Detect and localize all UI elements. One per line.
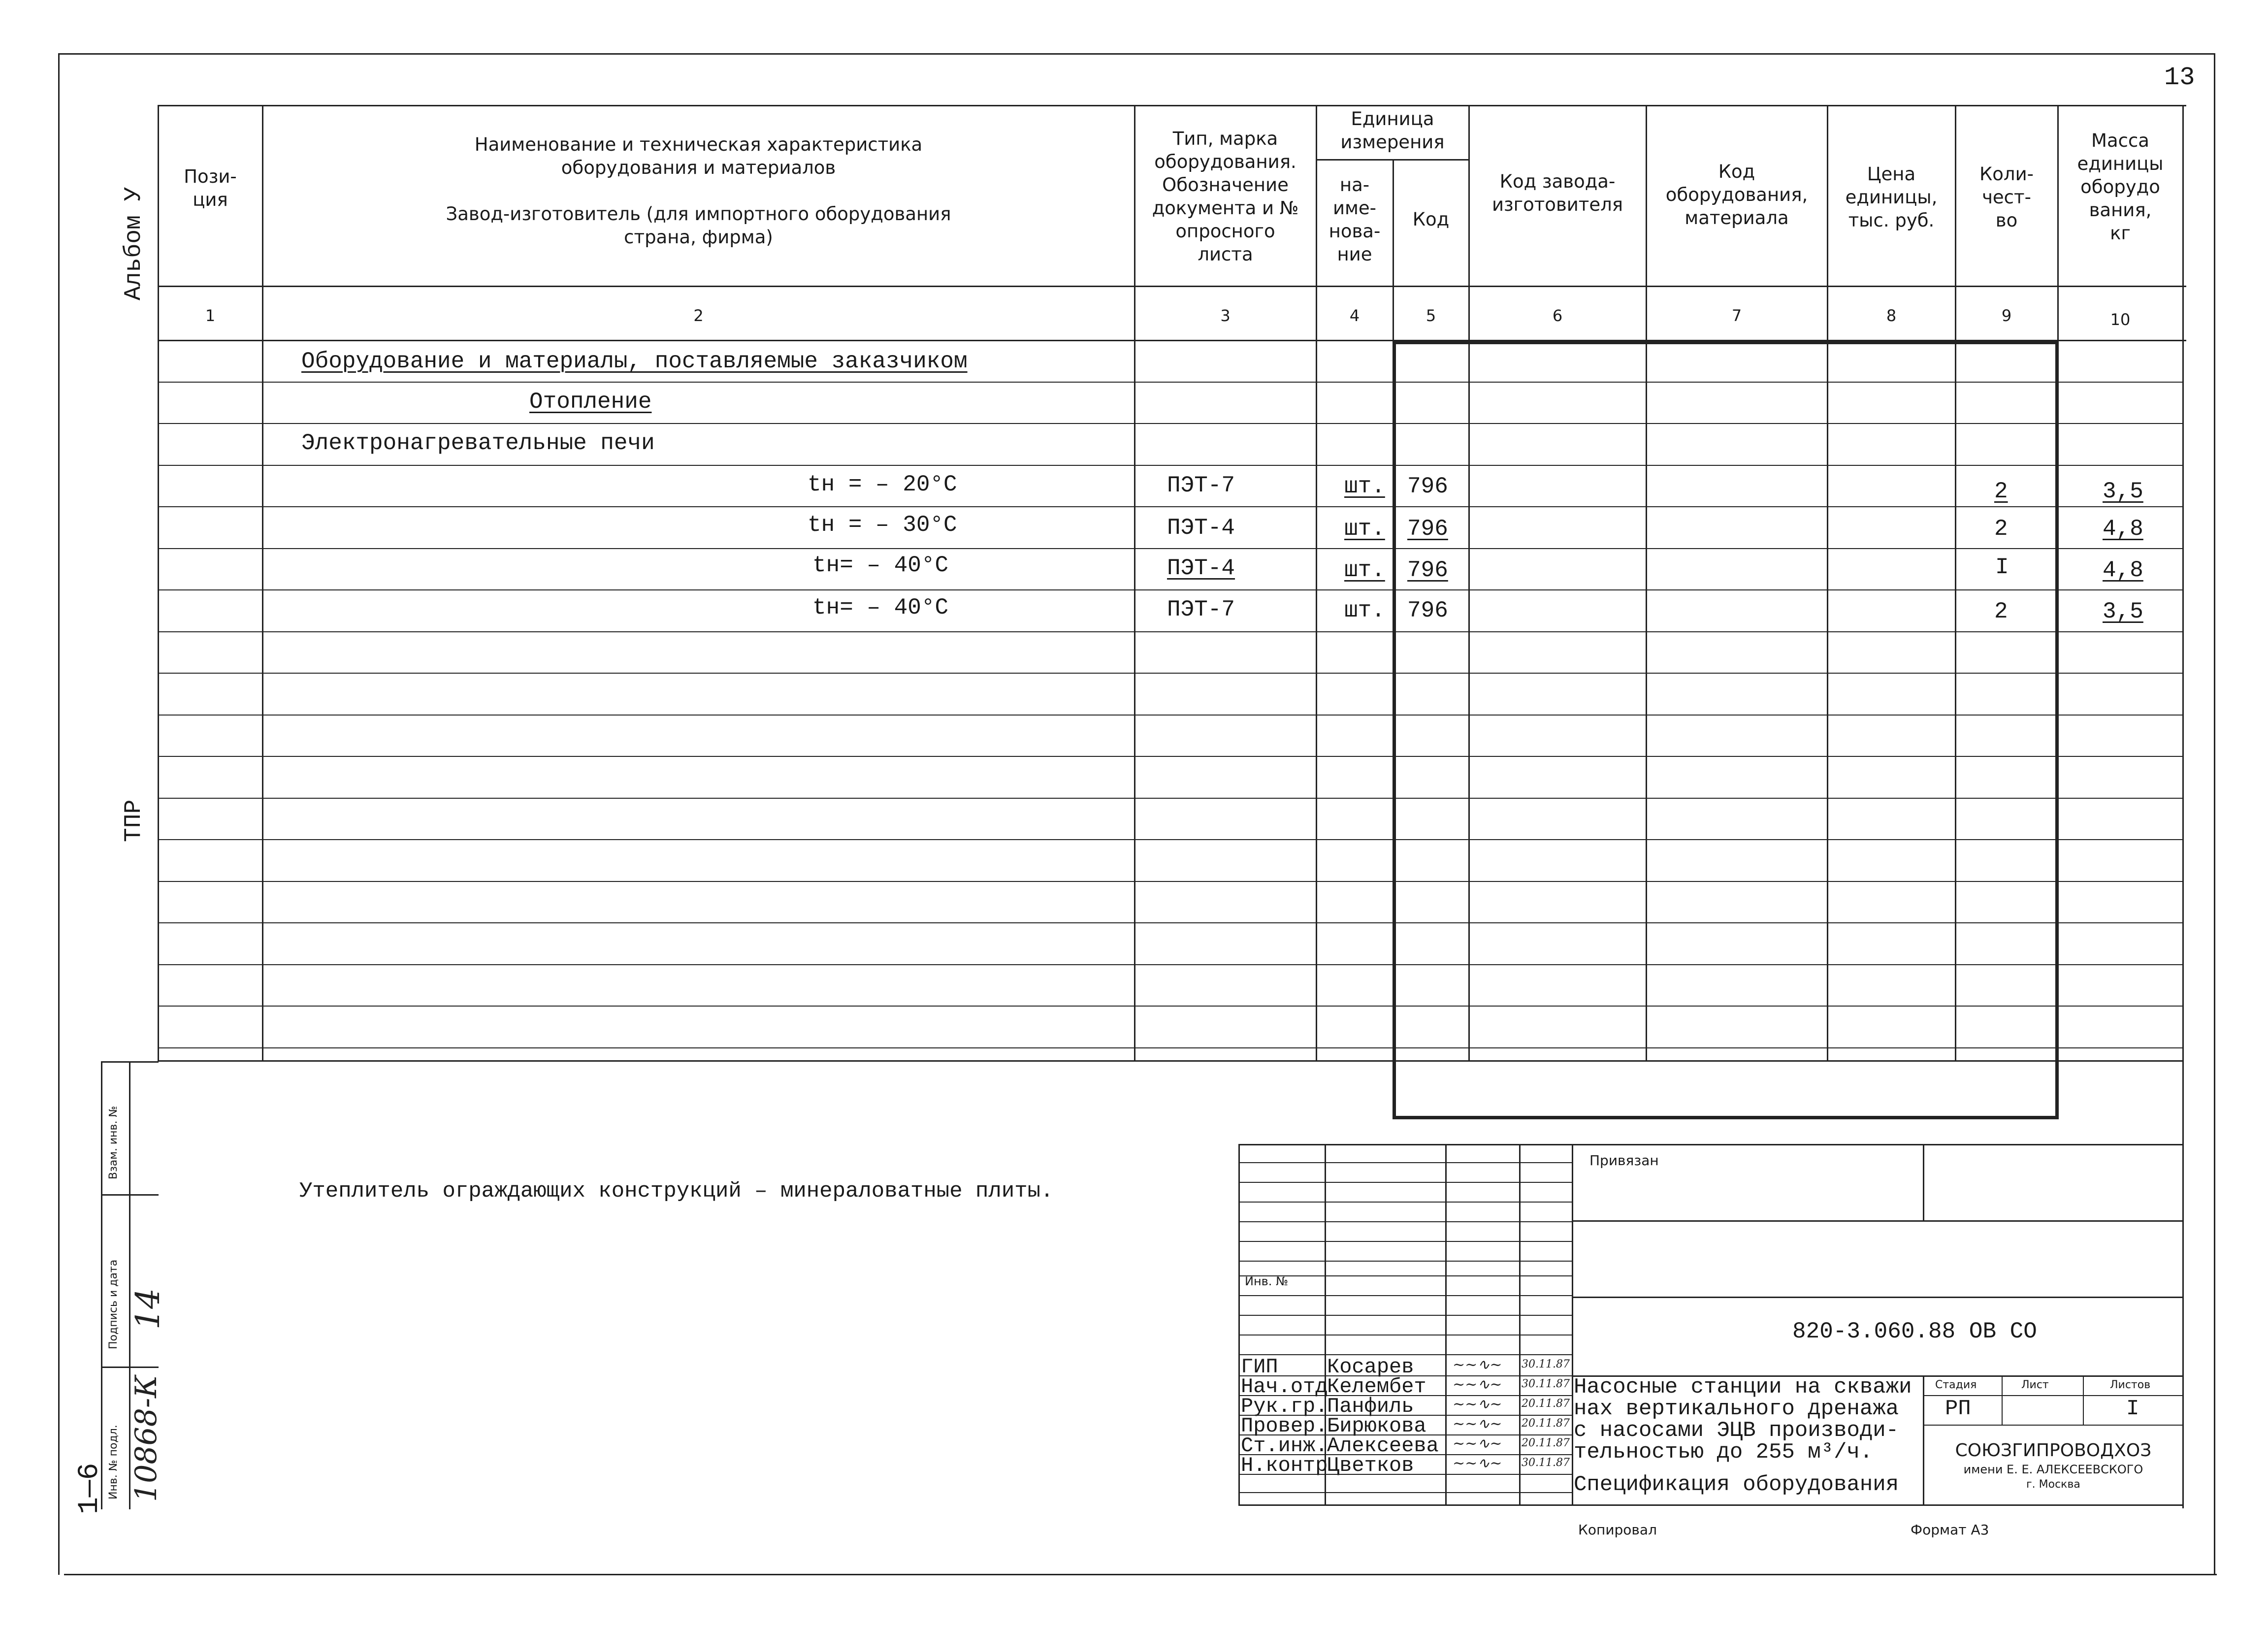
item-mass: 4,8 — [2103, 557, 2143, 583]
tb-bottom — [1238, 1504, 2184, 1506]
tb-copied-label: Копировал — [1578, 1522, 1657, 1538]
tb-org-name: СОЮЗГИПРОВОДХОЗ — [1955, 1440, 2152, 1461]
item-type: ПЭТ-7 — [1167, 597, 1235, 622]
stamp-inv-value: 10868-К — [129, 1375, 163, 1502]
header-factory-code: Код завода- изготовителя — [1491, 171, 1623, 215]
stamp-podp-value: 14 — [129, 1288, 167, 1330]
table-row-line — [158, 881, 2184, 882]
table-row-line — [158, 1006, 2184, 1007]
table-row-line — [158, 964, 2184, 965]
tb-person-name: Панфиль — [1327, 1395, 1414, 1418]
tb-signature: ~~∿~ — [1453, 1415, 1502, 1433]
item-type: ПЭТ-4 — [1167, 555, 1235, 581]
tb-sheet-label: Лист — [2021, 1379, 2049, 1391]
outer-frame-right — [2214, 53, 2215, 1575]
outer-frame-bottom — [64, 1574, 2217, 1575]
tb-top — [1238, 1144, 2184, 1145]
outer-frame-top — [58, 53, 2215, 55]
thick-frame-top — [1393, 341, 2059, 344]
tb-stage-col-1 — [2002, 1375, 2003, 1425]
item-mass: 3,5 — [2103, 599, 2143, 624]
table-row-line — [158, 839, 2184, 840]
table-row-line — [158, 423, 2184, 424]
header-mass: Масса единицы оборудо вания, кг — [2077, 130, 2164, 244]
tb-stage-row-1 — [1923, 1395, 2184, 1396]
tb-row-line — [1238, 1315, 1572, 1316]
tb-org-city: г. Москва — [2026, 1478, 2080, 1491]
col-number-2: 2 — [693, 306, 704, 325]
table-row-line — [158, 382, 2184, 383]
tb-person-name: Цветков — [1327, 1454, 1414, 1477]
tb-privyazan-label: Привязан — [1589, 1152, 1659, 1169]
stamp-podp-label: Подпись и дата — [107, 1259, 120, 1349]
tb-role: Рук.гр. — [1241, 1395, 1328, 1418]
tb-signature: ~~∿~ — [1453, 1396, 1502, 1413]
tb-row-line — [1238, 1162, 1572, 1163]
item-code: 796 — [1407, 557, 1448, 583]
col-number-5: 5 — [1426, 306, 1436, 325]
tb-person-name: Бирюкова — [1327, 1414, 1426, 1438]
section-heading: Оборудование и материалы, поставляемые заказчиком — [301, 349, 968, 374]
table-row-line — [158, 465, 2184, 466]
tb-col-4 — [1572, 1144, 1573, 1506]
col-divider-8 — [1955, 105, 1956, 1060]
tb-role: Провер. — [1241, 1414, 1328, 1438]
header-bottom — [158, 286, 2186, 287]
insulation-note: Утеплитель ограждающих конструкций – минераловатные плиты. — [299, 1179, 1054, 1204]
tb-date: 30.11.87 — [1522, 1358, 1570, 1370]
table-row-line — [158, 1047, 2184, 1048]
tb-date: 20.11.87 — [1522, 1417, 1570, 1430]
tb-date: 20.11.87 — [1522, 1437, 1570, 1449]
table-left — [158, 105, 159, 1060]
thick-frame-right — [2055, 341, 2059, 1119]
tb-date: 20.11.87 — [1522, 1398, 1570, 1410]
tb-role: Ст.инж. — [1241, 1434, 1328, 1458]
item-condition: tн= – 40°С — [812, 595, 949, 620]
item-unit: шт. — [1344, 516, 1385, 542]
tb-sheets-value: I — [2126, 1397, 2139, 1421]
tb-row-line — [1238, 1295, 1572, 1296]
tb-title-line: нах вертикального дренажа — [1574, 1397, 1899, 1421]
col-divider-5 — [1468, 105, 1470, 1060]
item-unit: шт. — [1344, 474, 1385, 499]
tb-subtitle: Спецификация оборудования — [1574, 1472, 1899, 1497]
tb-org-named-after: имени Е. Е. АЛЕКСЕЕВСКОГО — [1963, 1463, 2143, 1476]
stamp-divider-1 — [101, 1194, 159, 1196]
item-type: ПЭТ-4 — [1167, 515, 1235, 541]
col-number-7: 7 — [1731, 306, 1742, 325]
tb-col-2 — [1445, 1144, 1447, 1506]
col-number-4: 4 — [1349, 306, 1360, 325]
tb-signature: ~~∿~ — [1453, 1455, 1502, 1472]
table-row-line — [158, 631, 2184, 632]
sheet-index-label: 1—6 — [74, 1463, 106, 1514]
tb-doc-code: 820-3.060.88 ОВ СО — [1792, 1319, 2037, 1344]
tb-date: 30.11.87 — [1522, 1378, 1570, 1390]
col-number-3: 3 — [1220, 306, 1231, 325]
header-unit-group: Единица измерения — [1340, 108, 1445, 153]
tb-person-name: Келембет — [1327, 1375, 1426, 1399]
tpr-label: ТПР — [121, 799, 147, 842]
tb-stage-label: Стадия — [1935, 1379, 1977, 1391]
col-number-9: 9 — [2001, 306, 2012, 325]
tb-row-line — [1238, 1202, 1572, 1203]
tb-format-label: Формат А3 — [1911, 1522, 1989, 1538]
table-row-line — [158, 798, 2184, 799]
tb-inv-label: Инв. № — [1245, 1274, 1289, 1288]
tb-signature: ~~∿~ — [1453, 1435, 1502, 1452]
tb-privyazan-divider — [1923, 1144, 1924, 1220]
tb-left — [1238, 1144, 1240, 1506]
tb-row-line — [1238, 1221, 1572, 1222]
tb-stage-col-2 — [2083, 1375, 2084, 1425]
tb-col-3 — [1519, 1144, 1521, 1506]
header-unit-code: Код — [1412, 209, 1450, 230]
table-row-line — [158, 673, 2184, 674]
table-row-line — [158, 589, 2184, 590]
col-number-1: 1 — [205, 306, 216, 325]
tb-sheets-label: Листов — [2110, 1379, 2151, 1391]
item-quantity: 2 — [1994, 479, 2008, 504]
header-position: Пози- ция — [184, 166, 237, 210]
header-name: Наименование и техническая характеристика оборудования и материалов Завод-изготовитель (для импортного оборудования страна, фирма) — [446, 134, 951, 248]
col-divider-7 — [1827, 105, 1828, 1060]
header-price: Цена единицы, тыс. руб. — [1845, 163, 1938, 231]
tb-row-line — [1238, 1261, 1572, 1262]
header-quantity: Коли- чест- во — [1979, 163, 2034, 231]
table-bottom — [158, 1060, 2184, 1062]
table-row-line — [158, 548, 2184, 549]
tb-role: Н.контр — [1241, 1454, 1328, 1477]
group-heading: Электронагревательные печи — [301, 430, 655, 456]
tb-stage-value: РП — [1945, 1397, 1971, 1421]
tb-row-line — [1238, 1492, 1572, 1493]
outer-frame-left — [58, 53, 60, 1575]
header-type: Тип, марка оборудования. Обозначение документа и № опросного листа — [1152, 128, 1299, 265]
tb-signature: ~~∿~ — [1453, 1356, 1502, 1373]
item-mass: 3,5 — [2103, 479, 2143, 504]
tb-role: ГИП — [1241, 1355, 1278, 1379]
table-row-line — [158, 922, 2184, 923]
album-label: Альбом У — [121, 187, 147, 300]
item-condition: tн = – 20°С — [808, 472, 957, 497]
item-type: ПЭТ-7 — [1167, 473, 1235, 498]
tb-row-line — [1238, 1275, 1572, 1276]
tb-row-line — [1238, 1182, 1572, 1183]
stamp-divider-2 — [101, 1367, 159, 1368]
unit-group-divider — [1316, 159, 1468, 161]
item-quantity: 2 — [1994, 516, 2008, 542]
stamp-inv-label: Инв. № подл. — [107, 1425, 120, 1499]
subsection-heading: Отопление — [529, 389, 652, 415]
tb-person-name: Косарев — [1327, 1355, 1414, 1379]
item-quantity: I — [1995, 554, 2009, 580]
header-equipment-code: Код оборудования, материала — [1665, 161, 1808, 228]
table-row-line — [158, 506, 2184, 507]
stamp-top — [101, 1061, 159, 1063]
tb-title-line: тельностью до 255 м³/ч. — [1574, 1440, 1873, 1465]
item-code: 796 — [1407, 516, 1448, 542]
item-code: 796 — [1407, 598, 1448, 623]
thick-frame-left — [1393, 341, 1396, 1119]
item-quantity: 2 — [1994, 599, 2008, 624]
tb-date: 30.11.87 — [1522, 1457, 1570, 1469]
table-top — [158, 105, 2186, 106]
tb-title-line: Насосные станции на скважи — [1574, 1375, 1912, 1400]
page-number: 13 — [2164, 63, 2195, 92]
stamp-vzam-label: Взам. инв. № — [107, 1106, 120, 1179]
item-condition: tн= – 40°С — [812, 553, 949, 578]
tb-privyazan-bottom — [1572, 1220, 2184, 1222]
table-row-line — [158, 756, 2184, 757]
col-number-6: 6 — [1552, 306, 1563, 325]
tb-title-line: с насосами ЭЦВ производи- — [1574, 1418, 1899, 1443]
thick-frame-bottom — [1393, 1116, 2059, 1119]
item-condition: tн = – 30°С — [808, 512, 957, 538]
tb-person-name: Алексеева — [1327, 1434, 1439, 1458]
header-unit-name: на- име- нова- ние — [1328, 174, 1381, 265]
col-number-8: 8 — [1886, 306, 1897, 325]
tb-signature: ~~∿~ — [1453, 1376, 1502, 1393]
item-unit: шт. — [1344, 557, 1385, 583]
stamp-left-line — [101, 1061, 102, 1509]
tb-code-top — [1572, 1297, 2184, 1298]
col-divider-6 — [1646, 105, 1647, 1060]
item-unit: шт. — [1344, 598, 1385, 623]
item-mass: 4,8 — [2103, 516, 2143, 542]
tb-stage-row-2 — [1923, 1425, 2184, 1426]
table-row-line — [158, 715, 2184, 716]
tb-row-line — [1238, 1241, 1572, 1242]
col-number-10: 10 — [2110, 310, 2131, 329]
item-code: 796 — [1407, 474, 1448, 499]
tb-role: Нач.отд — [1241, 1375, 1328, 1399]
